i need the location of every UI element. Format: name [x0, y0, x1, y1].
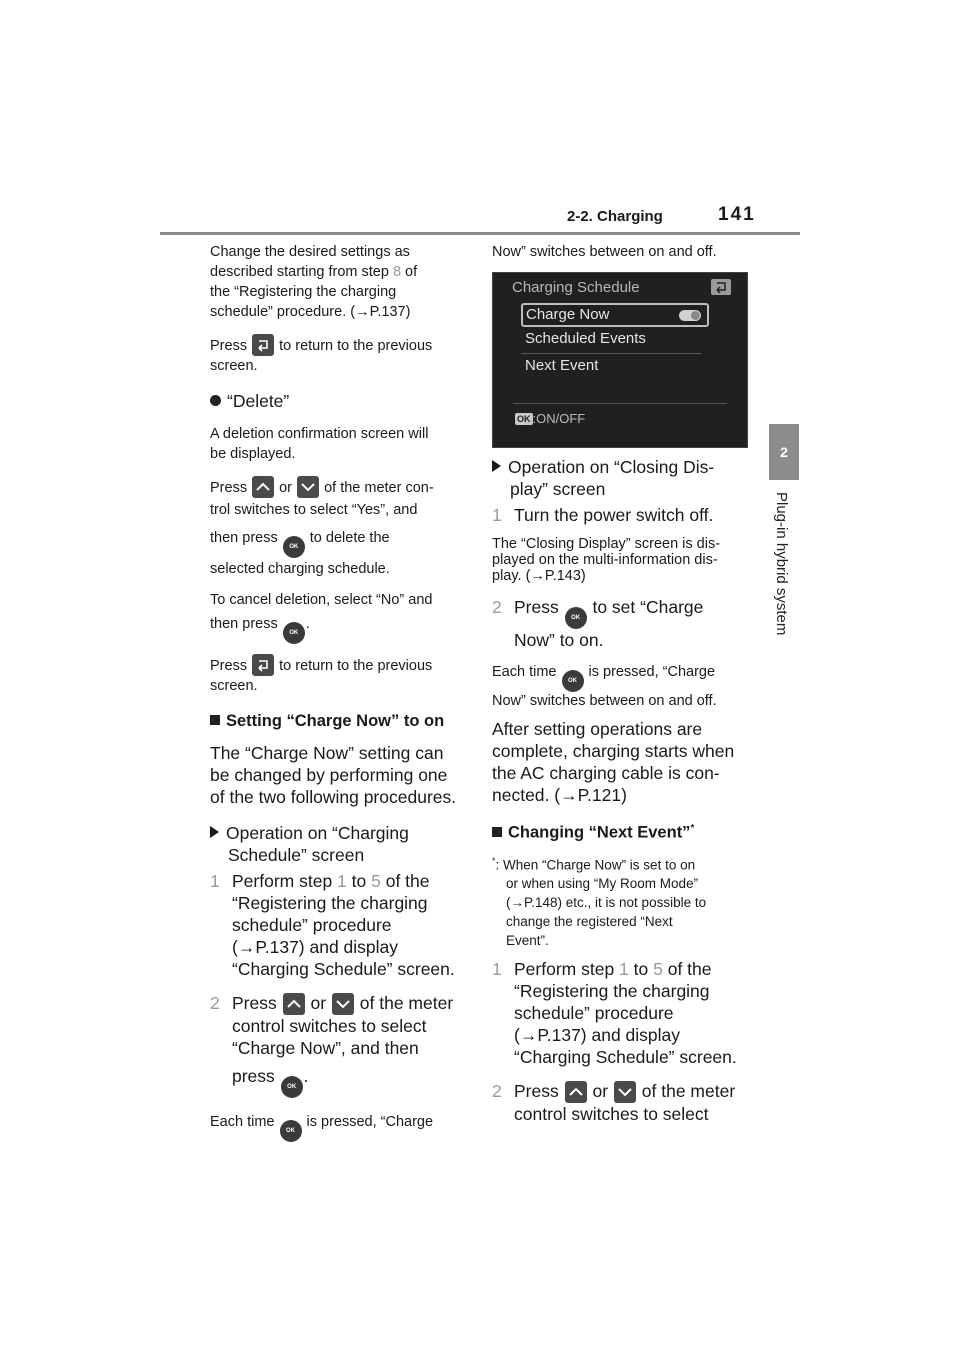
screen-item-charge-now: Charge Now	[526, 306, 610, 323]
paragraph: Press to return to the previous screen.	[210, 334, 472, 376]
step-2: 2 Press OK to set “Charge Now” to on.	[492, 597, 704, 650]
square-bullet-icon	[210, 715, 220, 725]
screen-hint: OK :ON/OFF	[517, 411, 586, 426]
toggle-icon	[679, 310, 701, 321]
right-column	[492, 242, 754, 1125]
chevron-up-icon	[565, 1081, 587, 1103]
step-2: 2 Press or of the meter control switches to select “Charge Now”, and then press OK.	[210, 992, 472, 1098]
triangle-bullet-icon	[492, 460, 501, 472]
chapter-tab	[769, 424, 799, 480]
ok-button-icon: OK	[283, 622, 305, 644]
step-1: 1 Perform step 1 to 5 of the “Registering the charging schedule” procedure (→P.137) and display “Charging Schedule” screen.	[210, 871, 455, 979]
chevron-down-icon	[332, 993, 354, 1015]
paragraph: Each time OK is pressed, “Charge Now” switches between on and off.	[492, 664, 717, 709]
screen-item-next-event: Next Event	[525, 357, 599, 374]
left-column	[210, 242, 472, 1142]
back-arrow-icon	[711, 279, 731, 295]
ok-button-icon: OK	[562, 670, 584, 692]
divider	[521, 353, 701, 354]
screen-item-scheduled-events: Scheduled Events	[525, 330, 646, 347]
chevron-up-icon	[283, 993, 305, 1015]
ok-button-icon: OK	[565, 607, 587, 629]
operation-heading: Operation on “Closing Dis- play” screen	[492, 456, 754, 500]
ok-button-icon: OK	[281, 1076, 303, 1098]
chevron-down-icon	[614, 1081, 636, 1103]
page-number: 141	[718, 204, 756, 225]
paragraph: To cancel deletion, select “No” and then press OK.	[210, 588, 472, 644]
paragraph: Press or of the meter con- trol switches to select “Yes”, and then press OK to delete the selected charging schedule.	[210, 476, 472, 580]
step-2: 2 Press or of the meter control switches to select	[492, 1081, 736, 1124]
bullet-icon	[210, 395, 221, 406]
divider	[513, 403, 727, 404]
section-heading: Setting “Charge Now” to on	[210, 710, 472, 732]
header-rule	[160, 232, 800, 235]
screen-title: Charging Schedule	[512, 279, 640, 296]
paragraph: The “Charge Now” setting can be changed by performing one of the two following procedures.	[210, 743, 457, 807]
square-bullet-icon	[492, 827, 502, 837]
ok-button-icon: OK	[283, 536, 305, 558]
paragraph: Change the desired settings as described starting from step 8 of the “Registering the charging schedule” procedure. (→P.137)	[210, 244, 418, 320]
chapter-number: 2	[780, 444, 788, 460]
back-arrow-icon	[252, 654, 274, 676]
step-1: 1 Turn the power switch off.	[492, 505, 714, 525]
charge-now-selected	[521, 303, 709, 327]
footnote: *: When “Charge Now” is set to on or when using “My Room Mode” (→P.148) etc., it is not possible to change the registered “Next Event”.	[492, 855, 707, 948]
chapter-label: Plug-in hybrid system	[773, 492, 790, 636]
paragraph: Now” switches between on and off.	[492, 244, 717, 260]
ok-badge-icon: OK	[517, 414, 531, 424]
paragraph: A deletion confirmation screen will be displayed.	[210, 426, 429, 462]
step-1: 1 Perform step 1 to 5 of the “Registering the charging schedule” procedure (→P.137) and display “Charging Schedule” screen.	[492, 959, 737, 1067]
bullet-delete: “Delete”	[210, 390, 472, 412]
paragraph: Each time OK is pressed, “Charge	[210, 1112, 472, 1142]
operation-heading: Operation on “Charging Schedule” screen	[210, 822, 472, 866]
paragraph: After setting operations are complete, charging starts when the AC charging cable is con- nected. (→P.121)	[492, 719, 735, 805]
paragraph: Press to return to the previous screen.	[210, 654, 472, 696]
charging-schedule-screen	[492, 272, 748, 448]
triangle-bullet-icon	[210, 826, 219, 838]
chevron-down-icon	[297, 476, 319, 498]
section-title: 2-2. Charging	[567, 208, 663, 225]
ok-button-icon: OK	[280, 1120, 302, 1142]
back-arrow-icon	[252, 334, 274, 356]
section-heading: Changing “Next Event”*	[492, 818, 754, 844]
chevron-up-icon	[252, 476, 274, 498]
paragraph: The “Closing Display” screen is dis- played on the multi-information dis- play. (→P.143)	[492, 536, 721, 584]
